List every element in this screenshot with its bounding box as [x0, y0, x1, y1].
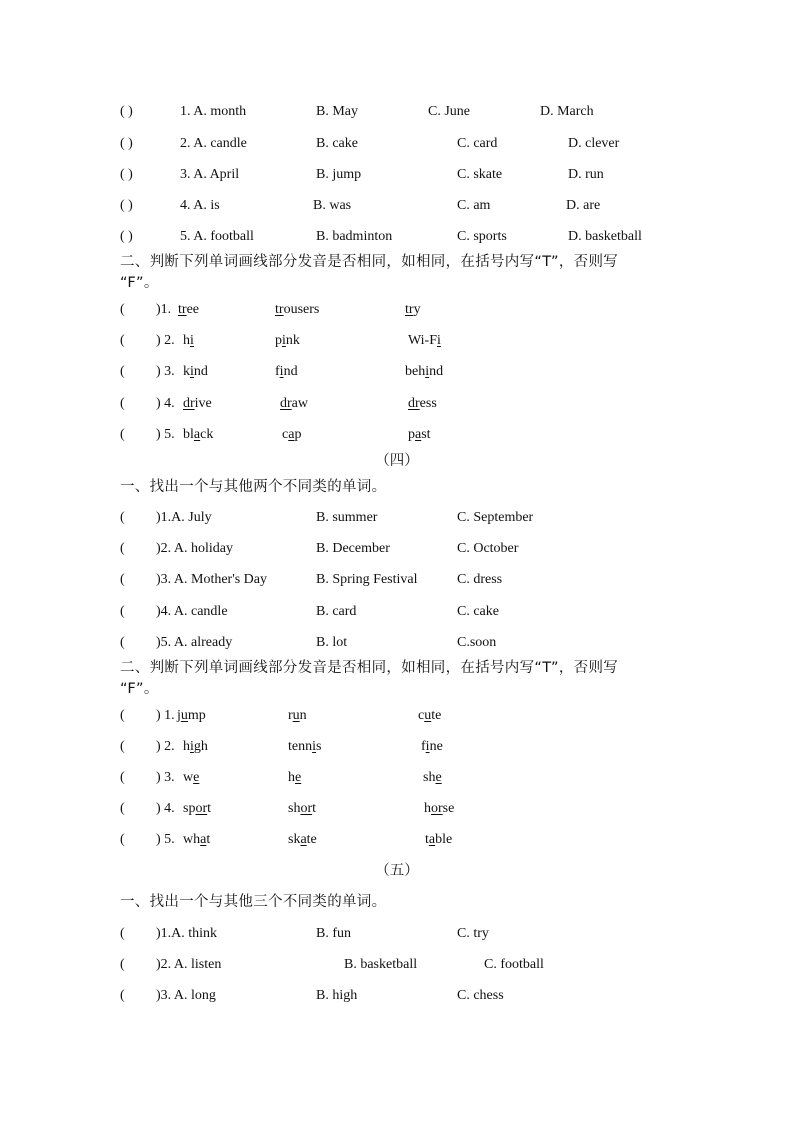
option-a: )1.A. think	[156, 926, 218, 941]
pronunciation-row	[0, 362, 794, 382]
part-title: （四）	[375, 453, 419, 469]
answer-paren[interactable]: (	[120, 801, 153, 816]
word-1: we	[183, 770, 200, 785]
answer-paren[interactable]: (	[120, 427, 153, 442]
word-3: try	[405, 302, 421, 317]
answer-paren[interactable]: (	[120, 832, 153, 847]
option-b: B. summer	[316, 510, 378, 525]
option-c: C. am	[457, 198, 491, 213]
word-1: hi	[183, 333, 194, 348]
option-b: B. fun	[316, 926, 351, 941]
answer-paren[interactable]: (	[120, 988, 153, 1003]
word-1: kind	[183, 364, 208, 379]
pronunciation-row	[0, 799, 794, 819]
heading-line: “F”。	[120, 681, 159, 697]
word-2: run	[288, 708, 307, 723]
option-a: )1.A. July	[156, 510, 212, 525]
answer-paren[interactable]: (	[120, 333, 153, 348]
word-1: drive	[183, 396, 212, 411]
option-b: B. jump	[316, 167, 362, 182]
option-a: 4. A. is	[180, 198, 220, 213]
option-b: B. May	[316, 104, 358, 119]
word-3: table	[425, 832, 453, 847]
pronunciation-row	[0, 394, 794, 414]
option-c: C. cake	[457, 604, 499, 619]
pronunciation-row	[0, 331, 794, 351]
word-2: trousers	[275, 302, 320, 317]
question-row	[0, 102, 794, 122]
option-c: C. dress	[457, 572, 503, 587]
word-3: past	[408, 427, 431, 442]
option-b: B. badminton	[316, 229, 393, 244]
option-a: )3. A. Mother's Day	[156, 572, 268, 587]
question-number: ) 2.	[156, 739, 175, 754]
word-3: dress	[408, 396, 437, 411]
option-b: B. card	[316, 604, 357, 619]
answer-paren[interactable]: (	[120, 739, 153, 754]
option-b: B. cake	[316, 136, 358, 151]
word-3: horse	[424, 801, 455, 816]
word-2: cap	[282, 427, 302, 442]
pronunciation-row	[0, 300, 794, 320]
option-d: D. March	[540, 104, 594, 119]
question-number: ) 3.	[156, 364, 175, 379]
pronunciation-row	[0, 768, 794, 788]
option-c: C. try	[457, 926, 489, 941]
answer-paren[interactable]: (	[120, 510, 153, 525]
answer-paren[interactable]: (	[120, 541, 153, 556]
pronunciation-row	[0, 425, 794, 445]
option-c: C. card	[457, 136, 498, 151]
question-row	[0, 570, 794, 590]
option-c: C. June	[428, 104, 470, 119]
answer-paren[interactable]: (	[120, 957, 153, 972]
answer-paren[interactable]: (	[120, 604, 153, 619]
option-a: )5. A. already	[156, 635, 233, 650]
question-row	[0, 134, 794, 154]
option-c: C.soon	[457, 635, 497, 650]
option-b: B. December	[316, 541, 390, 556]
option-a: 1. A. month	[180, 104, 247, 119]
option-b: B. was	[313, 198, 352, 213]
word-1: tree	[178, 302, 199, 317]
option-b: B. basketball	[344, 957, 418, 972]
word-2: draw	[280, 396, 308, 411]
word-3: behind	[405, 364, 444, 379]
word-1: sport	[183, 801, 212, 816]
option-a: 5. A. football	[180, 229, 254, 244]
heading-line: 二、判断下列单词画线部分发音是否相同，如相同，在括号内写“T”，否则写	[120, 660, 619, 676]
question-number: ) 3.	[156, 770, 175, 785]
option-b: B. high	[316, 988, 358, 1003]
option-b: B. lot	[316, 635, 348, 650]
part-title: （五）	[375, 863, 419, 879]
word-3: she	[423, 770, 442, 785]
answer-paren[interactable]: (	[120, 572, 153, 587]
question-row	[0, 986, 794, 1006]
option-a: )3. A. long	[156, 988, 216, 1003]
option-c: C. September	[457, 510, 534, 525]
question-row	[0, 633, 794, 653]
word-2: tennis	[288, 739, 322, 754]
question-row	[0, 165, 794, 185]
word-2: he	[288, 770, 302, 785]
word-2: find	[275, 364, 298, 379]
pronunciation-row	[0, 830, 794, 850]
word-1: jump	[177, 708, 206, 723]
option-a: )2. A. holiday	[156, 541, 233, 556]
section-heading: 一、找出一个与其他三个不同类的单词。	[120, 894, 387, 910]
word-1: what	[183, 832, 211, 847]
word-2: skate	[288, 832, 317, 847]
option-c: C. October	[457, 541, 519, 556]
answer-paren[interactable]: (	[120, 770, 153, 785]
option-b: B. Spring Festival	[316, 572, 418, 587]
question-number: ) 4.	[156, 396, 175, 411]
answer-paren[interactable]: ( )	[120, 136, 133, 151]
heading-line: 二、判断下列单词画线部分发音是否相同，如相同，在括号内写“T”，否则写	[120, 254, 619, 270]
pronunciation-row	[0, 737, 794, 757]
section-heading: 一、找出一个与其他两个不同类的单词。	[120, 479, 387, 495]
option-d: D. run	[568, 167, 604, 182]
answer-paren[interactable]: ( )	[120, 198, 133, 213]
answer-paren[interactable]: (	[120, 364, 153, 379]
question-row	[0, 602, 794, 622]
section-heading	[120, 658, 690, 700]
question-number: )1.	[156, 302, 172, 317]
option-a: )2. A. listen	[156, 957, 222, 972]
word-2: pink	[275, 333, 300, 348]
question-row	[0, 955, 794, 975]
word-2: short	[288, 801, 317, 816]
question-row	[0, 924, 794, 944]
word-3: Wi-Fi	[408, 333, 441, 348]
option-a: 2. A. candle	[180, 136, 247, 151]
option-c: C. skate	[457, 167, 503, 182]
option-d: D. basketball	[568, 229, 642, 244]
question-row	[0, 196, 794, 216]
option-d: D. are	[566, 198, 601, 213]
section-heading	[120, 252, 690, 294]
answer-paren[interactable]: ( )	[120, 104, 133, 119]
answer-paren[interactable]: (	[120, 302, 153, 317]
option-d: D. clever	[568, 136, 620, 151]
answer-paren[interactable]: (	[120, 396, 153, 411]
word-1: black	[183, 427, 214, 442]
answer-paren[interactable]: ( )	[120, 229, 133, 244]
option-c: C. sports	[457, 229, 507, 244]
heading-line: “F”。	[120, 275, 159, 291]
question-row	[0, 539, 794, 559]
answer-paren[interactable]: ( )	[120, 167, 133, 182]
question-number: ) 5.	[156, 832, 175, 847]
answer-paren[interactable]: (	[120, 926, 153, 941]
option-c: C. football	[484, 957, 544, 972]
question-row	[0, 508, 794, 528]
word-1: high	[183, 739, 208, 754]
question-number: ) 1.	[156, 708, 175, 723]
question-number: ) 2.	[156, 333, 175, 348]
word-3: cute	[418, 708, 442, 723]
question-number: ) 4.	[156, 801, 175, 816]
question-row	[0, 227, 794, 247]
question-number: ) 5.	[156, 427, 175, 442]
pronunciation-row	[0, 706, 794, 726]
word-3: fine	[421, 739, 443, 754]
answer-paren[interactable]: (	[120, 635, 153, 650]
option-a: 3. A. April	[180, 167, 240, 182]
option-c: C. chess	[457, 988, 504, 1003]
option-a: )4. A. candle	[156, 604, 228, 619]
answer-paren[interactable]: (	[120, 708, 153, 723]
